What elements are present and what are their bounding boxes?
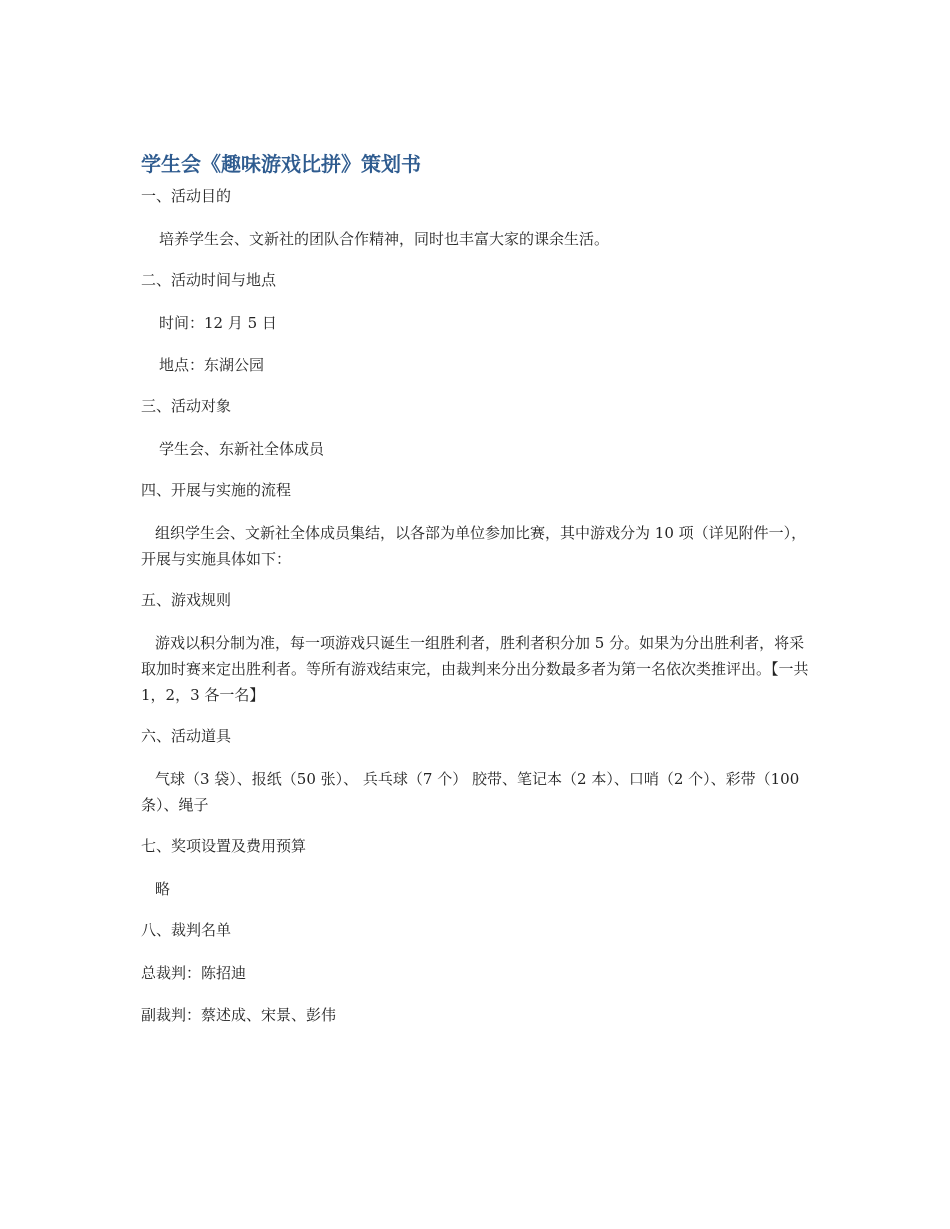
purpose-text: 培养学生会、文新社的团队合作精神，同时也丰富大家的课余生活。 <box>159 230 610 248</box>
section-heading-awards-budget: 七、奖项设置及费用预算 <box>141 837 307 855</box>
document-title: 学生会《趣味游戏比拼》策划书 <box>141 152 421 176</box>
audience-text: 学生会、东新社全体成员 <box>159 440 325 458</box>
section-heading-audience: 三、活动对象 <box>141 397 232 415</box>
section-heading-purpose: 一、活动目的 <box>141 187 232 205</box>
deputy-judges-text: 副裁判：蔡述成、宋景、彭伟 <box>141 1006 337 1024</box>
document-body <box>141 150 811 1044</box>
time-text: 时间：12 月 5 日 <box>159 314 277 332</box>
process-text: 组织学生会、文新社全体成员集结，以各部为单位参加比赛，其中游戏分为 10 项（详见附件一），开展与实施具体如下： <box>141 524 807 568</box>
section-heading-process: 四、开展与实施的流程 <box>141 481 292 499</box>
rules-text: 游戏以积分制为准，每一项游戏只诞生一组胜利者，胜利者积分加 5 分。如果为分出胜利者，将采取加时赛来定出胜利者。等所有游戏结束完，由裁判来分出分数最多者为第一名依次类推评出。【一共 1，2，3 各一名】 <box>141 634 809 704</box>
awards-budget-text: 略 <box>155 880 171 898</box>
section-heading-time-place: 二、活动时间与地点 <box>141 271 277 289</box>
section-heading-rules: 五、游戏规则 <box>141 591 232 609</box>
section-heading-props: 六、活动道具 <box>141 727 232 745</box>
place-text: 地点：东湖公园 <box>159 356 265 374</box>
section-heading-judges: 八、裁判名单 <box>141 921 232 939</box>
props-text: 气球（3 袋）、报纸（50 张）、 兵乓球（7 个） 胶带、笔记本（2 本）、口哨（2 个）、彩带（100 条）、绳子 <box>141 770 800 814</box>
chief-judge-text: 总裁判：陈招迪 <box>141 964 247 982</box>
